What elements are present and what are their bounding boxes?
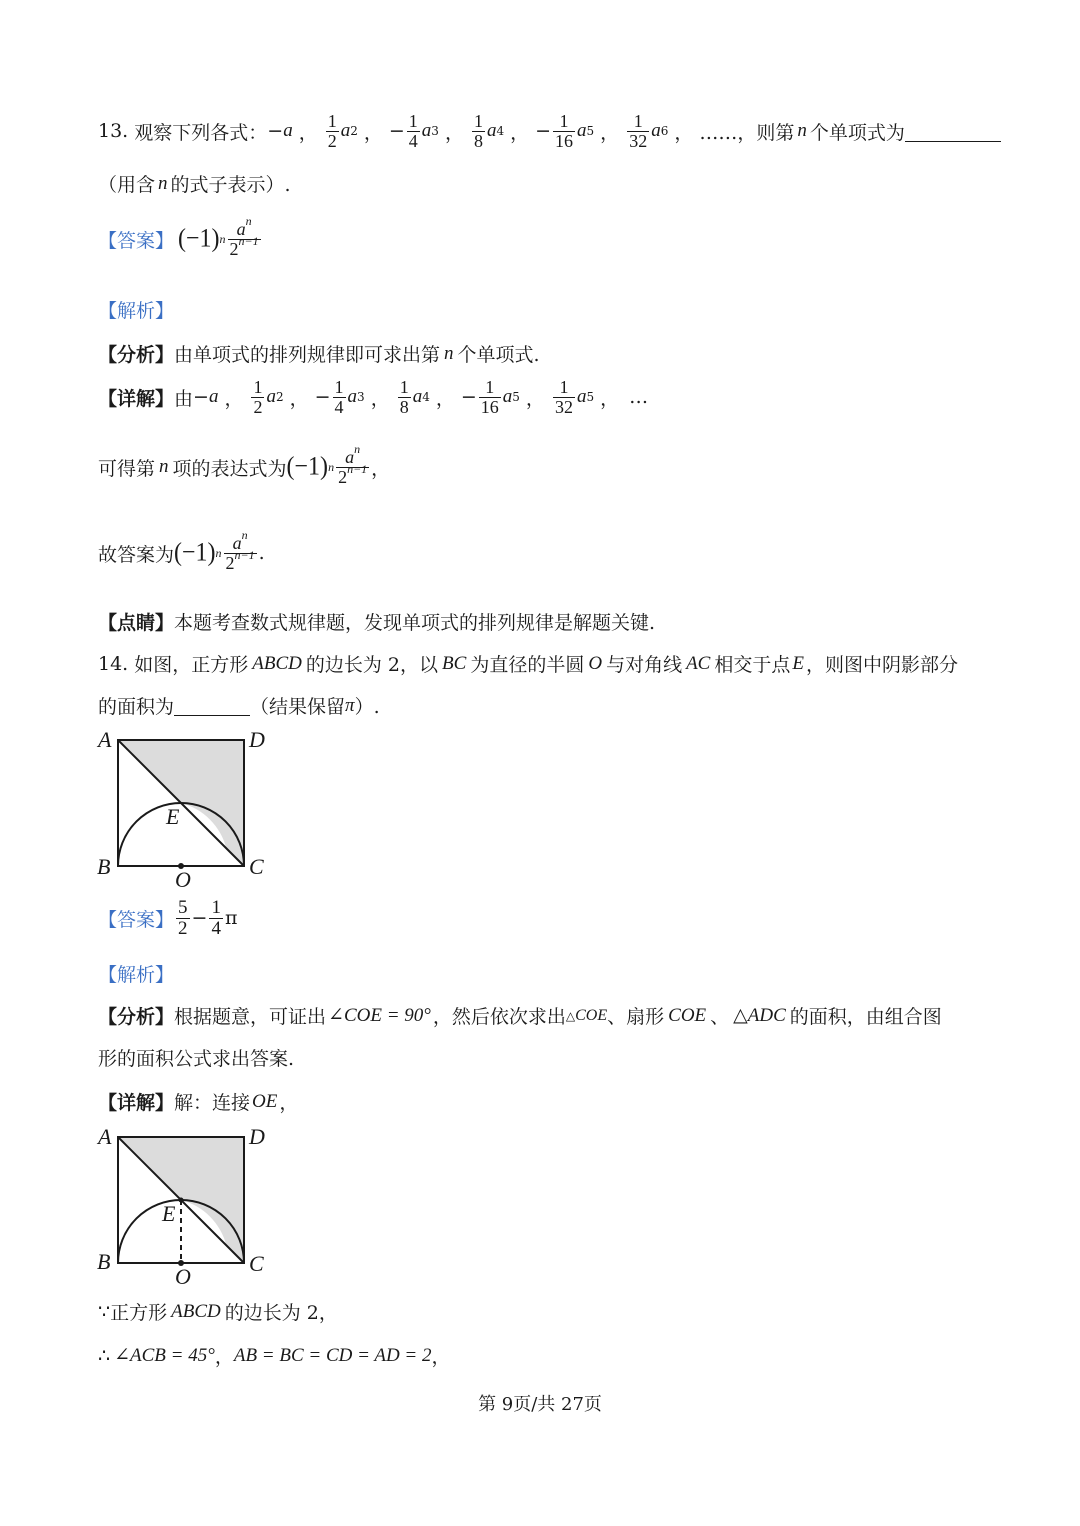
term-variable: a [502,386,513,408]
q14-figure-1 [92,725,282,895]
term-sign: − [314,386,331,409]
term-sign: − [267,120,284,143]
q14-answer-frac2: $\frac{1}{4}$ [211,897,221,939]
term-separator: ， [289,387,309,410]
q14-adc: △ADC [733,1005,786,1026]
q13-dianjing-text: 本题考查数式规律题，发现单项式的排列规律是解题关键. [174,612,656,634]
q14-answer-line [98,898,237,939]
q14-answer-frac1: $\frac{5}{2}$ [178,897,188,939]
term-separator: ， [525,387,545,410]
term-fraction: $\frac{1}{16}$ [555,111,574,151]
term-fraction: $\frac{1}{4}$ [408,111,418,151]
label-c: C [249,854,264,879]
q13-n2: n [158,172,168,194]
q13-answer-tag: 【答案】 [98,229,175,252]
q14-line2-b: （结果保留 [250,696,346,718]
term-variable: a [486,120,497,142]
q14-fenxi-e: 的面积，由组合图 [789,1006,942,1028]
term-fraction: $\frac{1}{8}$ [473,111,483,151]
q13-fenxi-text-b: 个单项式. [457,344,540,366]
term-variable: a [283,120,293,142]
label-e: E [166,804,180,829]
q14-coe: COE [668,1004,707,1026]
q14-xiangjie-b: ， [279,1092,299,1114]
q14-bc: BC [442,652,467,674]
q13-xiangjie-terms [193,378,625,417]
q14-stem-f: ，则图中阴影部分 [805,654,958,676]
because-symbol: ∵ [98,1300,111,1323]
term-sign: − [460,386,477,409]
term-separator: ， [298,121,318,144]
q14-stem-d: 与对角线 [606,654,683,676]
q14-sq: ABCD [252,652,302,674]
q14-fenxi-d: 、 [710,1006,730,1028]
label-b: B [97,854,111,879]
q14-fenxi-b: ，然后依次求出 [432,1006,566,1028]
q13-derive-pre: 可得第 [98,457,156,480]
point-e-2 [179,1198,184,1203]
q14-xiangjie-a: 解：连接 [174,1092,251,1114]
q13-derive-n: n [159,456,169,478]
q14-xiangjie-tag: 【详解】 [98,1092,175,1114]
q14-oe: OE [252,1090,278,1112]
q13-answer-frac: $\frac{a^n}{2^{n-1}}$ [229,214,259,259]
q14-therefore-angle: ∠ACB = 45° [114,1345,215,1366]
q14-fenxi-tag: 【分析】 [98,1006,175,1028]
q14-stem-line1 [98,650,958,677]
term-fraction: $\frac{1}{2}$ [327,111,337,151]
q13-final-end: . [258,542,265,565]
q14-stem-c: 为直径的半圆 [470,654,585,676]
q13-line2-pre: （用含 [98,174,156,196]
term-separator: ， [224,387,244,410]
page-footer: 第 9页/共 27页 [478,1394,602,1415]
term-fraction: $\frac{1}{16}$ [480,377,499,417]
q13-fenxi-tag: 【分析】 [98,344,175,366]
q14-figure-2 [92,1122,282,1292]
q14-therefore-end: ， [431,1346,451,1368]
q13-derive-paren: (−1) [286,452,329,482]
q14-stem-e: 相交于点 [714,654,791,676]
q13-answer-line: 【答案】 (−1) n $\frac{a^n}{2^{n-1}}$ [98,214,259,259]
term-separator: ， [435,387,455,410]
q14-stem-a: 如图，正方形 [134,654,249,676]
term-variable: a [208,386,219,408]
q14-therefore-sep: ， [214,1346,234,1368]
q13-xiangjie-pre: 由 [174,387,194,410]
term-separator: ， [600,387,620,410]
q13-xiangjie-term: $\frac{1}{32}$ a 5 ， [554,377,620,417]
q13-term: − $\frac{1}{16}$ a 5 ， [535,111,620,151]
q13-final: 故答案为 (−1) n $\frac{a^n}{2^{n-1}}$ . [98,528,265,573]
q13-fenxi [98,340,540,367]
q14-fenxi-c: 、扇形 [607,1006,665,1028]
q13-term: $\frac{1}{8}$ a 4 ， [473,111,530,151]
label-c-2: C [249,1251,264,1276]
q14-fenxi-line1 [98,1002,942,1029]
q14-angle: ∠COE = 90° [328,1005,431,1026]
label-d: D [249,727,265,752]
q13-xiangjie-term: $\frac{1}{2}$ a 2 ， [253,377,309,417]
q13-xiangjie-tail: … [629,386,649,409]
q13-fenxi-n: n [444,342,454,364]
q13-final-frac: $\frac{a^n}{2^{n-1}}$ [225,528,255,573]
term-fraction: $\frac{1}{8}$ [399,377,409,417]
q14-answer-blank[interactable] [174,695,250,716]
label-d-2: D [249,1124,265,1149]
term-sign: − [193,386,209,409]
q13-stem-tail: 个单项式为 [809,121,905,144]
q13-xiangjie-tag: 【详解】 [98,387,175,410]
q14-therefore-eq: AB = BC = CD = AD = 2 [233,1344,432,1366]
q13-ellipsis: ……，则第 [699,121,795,144]
term-variable: a [347,386,358,408]
term-separator: ， [510,121,530,144]
q13-n: n [797,120,807,142]
q13-derive-frac: $\frac{a^n}{2^{n-1}}$ [338,442,368,487]
term-fraction: $\frac{1}{4}$ [334,377,344,417]
term-separator: ， [444,121,464,144]
q13-derive-end: ， [371,457,391,480]
q14-answer-tag: 【答案】 [98,908,175,931]
q13-term: $\frac{1}{2}$ a 2 ， [327,111,383,151]
q14-because [98,1298,338,1325]
q13-derive-mid: 项的表达式为 [172,457,287,480]
q14-answer-minus: − [191,907,208,930]
q13-stem-line1 [98,112,1001,151]
q14-answer-pi: π [224,907,238,930]
q13-term: $\frac{1}{32}$ a 6 ， [629,111,694,151]
q14-ac: AC [686,652,711,674]
q14-because-b: 的边长为 2， [224,1302,338,1324]
term-separator: ， [600,121,620,144]
term-fraction: $\frac{1}{32}$ [629,111,648,151]
term-sign: − [388,120,405,143]
q14-tri-coe: COE [575,1006,608,1024]
term-fraction: $\frac{1}{32}$ [554,377,573,417]
term-variable: a [421,120,432,142]
q14-line2-c: ）. [354,696,380,718]
label-o: O [175,867,191,892]
q13-term: − $\frac{1}{4}$ a 3 ， [388,111,464,151]
q13-jiexi: 【解析】 [98,300,175,322]
q13-derive: 可得第 n 项的表达式为 (−1) n $\frac{a^n}{2^{n-1}}$ ， [98,442,391,487]
q13-term [267,118,323,145]
q14-tri-sym: △ [565,1008,576,1023]
term-variable: a [577,120,587,142]
q14-o: O [588,652,603,674]
q13-number: 13. [98,120,129,143]
q14-fenxi-line2: 形的面积公式求出答案. [98,1048,295,1070]
q13-dianjing-tag: 【点睛】 [98,612,175,634]
q13-terms [267,112,699,151]
q14-line2-a: 的面积为 [98,696,175,718]
q13-answer-blank[interactable] [905,121,1001,142]
q13-final-paren: (−1) [174,538,216,568]
q13-xiangjie-term [193,384,249,411]
term-separator: ， [674,121,694,144]
q14-stem-b: 的边长为 2，以 [305,654,439,676]
q13-stem-line2 [98,170,291,197]
q14-pi: π [345,694,355,716]
term-sign: − [535,120,552,143]
term-separator: ， [370,387,390,410]
label-a: A [98,727,112,752]
q14-xiangjie [98,1088,298,1115]
q13-stem-lead: 观察下列各式： [134,121,268,144]
q13-xiangjie [98,378,648,417]
q13-xiangjie-term: − $\frac{1}{4}$ a 3 ， [314,377,390,417]
q13-dianjing [98,608,655,635]
term-fraction: $\frac{1}{2}$ [253,377,263,417]
term-variable: a [412,386,423,408]
label-e-2: E [162,1201,176,1226]
therefore-symbol: ∴ [98,1344,111,1367]
term-variable: a [340,120,351,142]
term-variable: a [576,386,587,408]
q14-stem-line2 [98,692,380,719]
q13-xiangjie-term: − $\frac{1}{16}$ a 5 ， [460,377,545,417]
label-o-2: O [175,1264,191,1289]
label-b-2: B [97,1249,111,1274]
label-a-2: A [98,1124,112,1149]
term-variable: a [651,120,661,142]
q14-because-a: 正方形 [110,1302,168,1324]
q14-therefore [98,1342,451,1369]
q13-answer-paren: (−1) [178,224,220,254]
q14-fenxi-a: 根据题意，可证出 [174,1006,327,1028]
q14-because-sq: ABCD [171,1300,221,1322]
q14-number: 14. [98,652,129,675]
term-variable: a [266,386,276,408]
q13-fenxi-text-a: 由单项式的排列规律即可求出第 [174,344,441,366]
q14-e: E [792,652,804,674]
q14-jiexi: 【解析】 [98,964,175,986]
q13-final-pre: 故答案为 [98,543,175,566]
q13-xiangjie-term: $\frac{1}{8}$ a 4 ， [399,377,455,417]
q13-line2-post: 的式子表示）. [170,174,291,196]
term-separator: ， [363,121,383,144]
